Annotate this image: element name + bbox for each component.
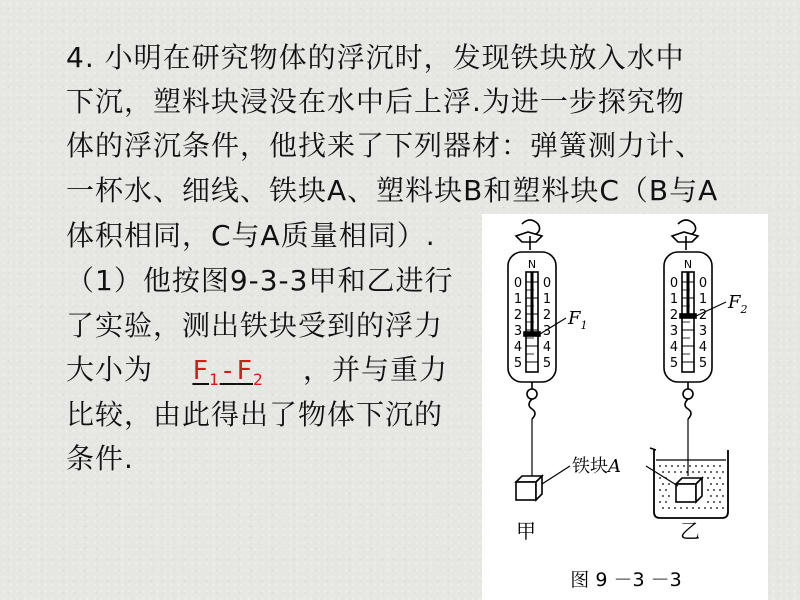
water-dot [713, 501, 715, 503]
water-dot [674, 507, 676, 509]
problem-line-3: 体的浮沉条件，他找来了下列器材：弹簧测力计、 [66, 129, 705, 162]
answer-var-2: F [236, 356, 253, 386]
water-dot [686, 471, 688, 473]
water-dot [662, 507, 664, 509]
scale-number: 5 [669, 356, 679, 371]
scale-number: 2 [513, 308, 523, 323]
scale-number: 2 [669, 308, 679, 323]
water-dot [689, 465, 691, 467]
problem-line-2: 下沉，塑料块浸没在水中后上浮.为进一步探究物 [66, 85, 685, 118]
answer-sub-2: 2 [253, 370, 264, 390]
water-dot [701, 465, 703, 467]
water-dot [707, 489, 709, 491]
scale-number: 1 [542, 292, 552, 307]
water-dot [716, 495, 718, 497]
scale-number: 5 [542, 356, 552, 371]
answer-var-1: F [192, 356, 210, 386]
water-dot [659, 465, 661, 467]
water-dot [722, 483, 724, 485]
water-dot [665, 465, 667, 467]
scale-unit-right: N [683, 258, 693, 271]
water-dot [680, 471, 682, 473]
line-suffix: ，并与重力 [303, 353, 449, 386]
scale-number: 4 [669, 340, 679, 355]
scale-unit-left: N [527, 258, 537, 271]
water-dot [704, 507, 706, 509]
problem-line-4: 一杯水、细线、铁块A、塑料块B和塑料块C（B与A [66, 174, 719, 207]
water-dot [713, 465, 715, 467]
scale-number: 4 [698, 340, 708, 355]
question-1-line-1: （1）他按图9-3-3甲和乙进行 [66, 264, 454, 297]
label-jia: 甲 [516, 519, 536, 543]
line-prefix: 大小为 [66, 353, 154, 386]
water-dot [719, 465, 721, 467]
scale-number: 5 [513, 356, 523, 371]
scale-number: 1 [669, 292, 679, 307]
water-dot [674, 471, 676, 473]
water-dot [716, 507, 718, 509]
water-dot [707, 477, 709, 479]
water-dot [722, 471, 724, 473]
scale-number: 5 [698, 356, 708, 371]
water-dot [659, 489, 661, 491]
water-dot [722, 507, 724, 509]
water-dot [668, 507, 670, 509]
water-dot [668, 483, 670, 485]
force-label-f1: $F_1$ [568, 308, 588, 332]
scale-number: 3 [513, 324, 523, 339]
scale-number: 4 [542, 340, 552, 355]
water-dot [716, 483, 718, 485]
water-dot [707, 501, 709, 503]
water-dot [713, 477, 715, 479]
scale-number: 1 [513, 292, 523, 307]
scale-number: 3 [698, 324, 708, 339]
water-dot [722, 495, 724, 497]
water-dot [662, 495, 664, 497]
water-dot [659, 477, 661, 479]
water-dot [692, 471, 694, 473]
water-dot [698, 507, 700, 509]
water-dot [698, 471, 700, 473]
water-dot [665, 501, 667, 503]
problem-line-1: 4. 小明在研究物体的浮沉时，发现铁块放入水中 [66, 41, 685, 74]
water-dot [719, 501, 721, 503]
water-dot [692, 507, 694, 509]
iron-block-label: 铁块A [572, 456, 621, 477]
water-dot [704, 471, 706, 473]
figure-9-3-3 [482, 214, 768, 600]
force-label-f2: $F_2$ [728, 292, 748, 316]
scale-number: 0 [698, 276, 708, 291]
water-dot [719, 489, 721, 491]
water-dot [710, 483, 712, 485]
scale-number: 0 [513, 276, 523, 291]
answer-minus: - [219, 356, 237, 386]
water-dot [677, 465, 679, 467]
water-dot [719, 477, 721, 479]
scale-number: 3 [669, 324, 679, 339]
water-dot [713, 489, 715, 491]
water-dot [680, 507, 682, 509]
water-dot [662, 483, 664, 485]
water-dot [659, 501, 661, 503]
water-dot [716, 471, 718, 473]
scale-number: 4 [513, 340, 523, 355]
figure-svg [482, 214, 768, 600]
water-dot [710, 471, 712, 473]
figure-caption: 图 9 －3 －3 [570, 569, 682, 591]
question-1-line-3 [66, 350, 448, 400]
label-yi: 乙 [680, 519, 700, 543]
water-dot [668, 471, 670, 473]
scale-number: 1 [698, 292, 708, 307]
scale-number: 3 [542, 324, 552, 339]
water-dot [686, 507, 688, 509]
water-dot [665, 489, 667, 491]
scale-number: 2 [542, 308, 552, 323]
water-dot [683, 465, 685, 467]
answer-sub-1: 1 [209, 370, 220, 390]
water-dot [662, 471, 664, 473]
question-1-line-2: 了实验，测出铁块受到的浮力 [66, 309, 444, 342]
water-dot [707, 465, 709, 467]
water-dot [695, 465, 697, 467]
answer-text [192, 356, 264, 390]
scale-number: 0 [669, 276, 679, 291]
water-dot [710, 507, 712, 509]
water-dot [710, 495, 712, 497]
scale-number: 2 [698, 308, 708, 323]
question-1-line-4: 比较，由此得出了物体下沉的 [66, 398, 444, 431]
water-dot [668, 495, 670, 497]
scale-number: 0 [542, 276, 552, 291]
answer-blank [153, 350, 303, 400]
problem-line-5: 体积相同，C与A质量相同）. [66, 219, 436, 252]
water-dot [671, 465, 673, 467]
question-1-line-5: 条件. [66, 442, 134, 475]
